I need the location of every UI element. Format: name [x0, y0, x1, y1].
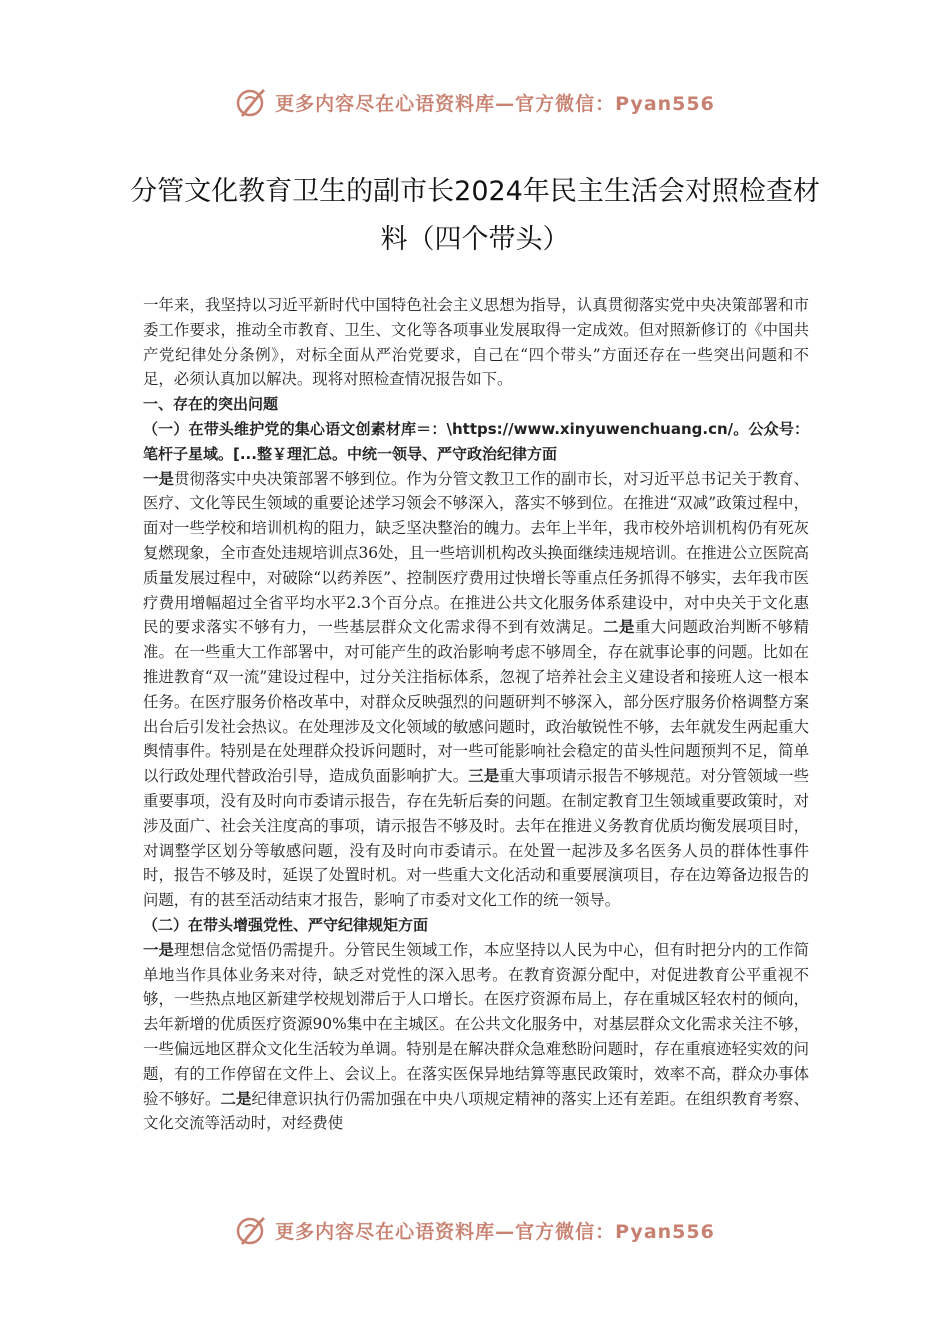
sub-heading-party-spirit: （二）在带头增强党性、严守纪律规矩方面: [143, 915, 429, 934]
watermark-banner-bottom: [0, 1210, 950, 1250]
watermark-text: 更多内容尽在心语资料库—官方微信：Pyan556: [275, 92, 715, 115]
keyword-second: 二是: [603, 618, 635, 637]
paragraph-text: 重大事项请示报告不够规范。对分管领域一些重要事项，没有及时向市委请示报告，存在先斩后奏的问题。在制定教育卫生领域重要政策时，对涉及面广、社会关注度高的事项，请示报告不够及时。去年在推进义务教育优质均衡发展项目时，对调整学区划分等敏感问题，没有及时向市委请示。在处置一起涉及多名医务人员的群体性事件时，报告不够及时，延误了处置时机。对一些重大文化活动和重要展演项目，存在边筹备边报告的问题，有的甚至活动结束才报告，影响了市委对文化工作的统一领导。: [143, 767, 809, 910]
paragraph-text: 重大问题政治判断不够精准。在一些重大工作部署中，对可能产生的政治影响考虑不够周全，存在就事论事的问题。比如在推进教育“双一流”建设过程中，过分关注指标体系，忽视了培养社会主义建设者和接班人这一根本任务。在医疗服务价格改革中，对群众反映强烈的问题研判不够深入，部分医疗服务价格调整方案出台后引发社会热议。在处理涉及文化领域的敏感问题时，政治敏锐性不够，去年就发生两起重大舆情事件。特别是在处理群众投诉问题时，对一些可能影响社会稳定的苗头性问题预判不足，简单以行政处理代替政治引导，造成负面影响扩大。: [143, 618, 809, 786]
sub-heading-political-discipline: （一）在带头维护党的集心语文创素材库＝：\https://www.xinyuwenchuang.cn/。公众号：笔杆子星域。[...整￥理汇总。中统一领导、严守政治纪律方面: [143, 419, 809, 463]
keyword-second: 二是: [220, 1089, 252, 1108]
paragraph-political-discipline: [143, 467, 809, 913]
watermark-banner-top: [0, 82, 950, 122]
paragraph-text: 纪律意识执行仍需加强在中央八项规定精神的落实上还有差距。在组织教育考察、文化交流等活动时，对经费使: [143, 1089, 809, 1133]
keyword-first: 一是: [143, 469, 174, 488]
paragraph-text: 贯彻落实中央决策部署不够到位。作为分管文教卫工作的副市长，对习近平总书记关于教育、医疗、文化等民生领域的重要论述学习领会不够深入，落实不够到位。在推进“双减”政策过程中，面对一些学校和培训机构的阻力，缺乏坚决整治的魄力。去年上半年，我市校外培训机构仍有死灰复燃现象，全市查处违规培训点36处，且一些培训机构改头换面继续违规培训。在推进公立医院高质量发展过程中，对破除“以药养医”、控制医疗费用过快增长等重点任务抓得不够实，去年我市医疗费用增幅超过全省平均水平2.3个百分点。在推进公共文化服务体系建设中，对中央关于文化惠民的要求落实不够有力，一些基层群众文化需求得不到有效满足。: [143, 469, 809, 637]
section-heading-problems: 一、存在的突出问题: [143, 395, 279, 414]
intro-paragraph: 一年来，我坚持以习近平新时代中国特色社会主义思想为指导，认真贯彻落实党中央决策部署和市委工作要求，推动全市教育、卫生、文化等各项事业发展取得一定成效。但对照新修订的《中国共产党纪律处分条例》，对标全面从严治党要求，自己在“四个带头”方面还存在一些突出问题和不足，必须认真加以解决。现将对照检查情况报告如下。: [143, 296, 809, 389]
document-body: [143, 293, 809, 1193]
pen-logo-icon: [235, 1213, 269, 1247]
paragraph-text: 理想信念觉悟仍需提升。分管民生领域工作，本应坚持以人民为中心，但有时把分内的工作简单地当作具体业务来对待，缺乏对党性的深入思考。在教育资源分配中，对促进教育公平重视不够，一些热点地区新建学校规划滞后于人口增长。在医疗资源布局上，存在重城区轻农村的倾向，去年新增的优质医疗资源90%集中在主城区。在公共文化服务中，对基层群众文化需求关注不够，一些偏远地区群众文化生活较为单调。特别是在解决群众急难愁盼问题时，存在重痕迹轻实效的问题，有的工作停留在文件上、会议上。在落实医保异地结算等惠民政策时，效率不高，群众办事体验不够好。: [143, 940, 809, 1108]
pen-logo-icon: [235, 85, 269, 119]
watermark-text: 更多内容尽在心语资料库—官方微信：Pyan556: [275, 1220, 715, 1243]
page-title: 分管文化教育卫生的副市长2024年民主生活会对照检查材料（四个带头）: [130, 176, 820, 256]
paragraph-party-spirit: [143, 938, 809, 1136]
keyword-first: 一是: [143, 940, 174, 959]
keyword-third: 三是: [468, 767, 500, 786]
